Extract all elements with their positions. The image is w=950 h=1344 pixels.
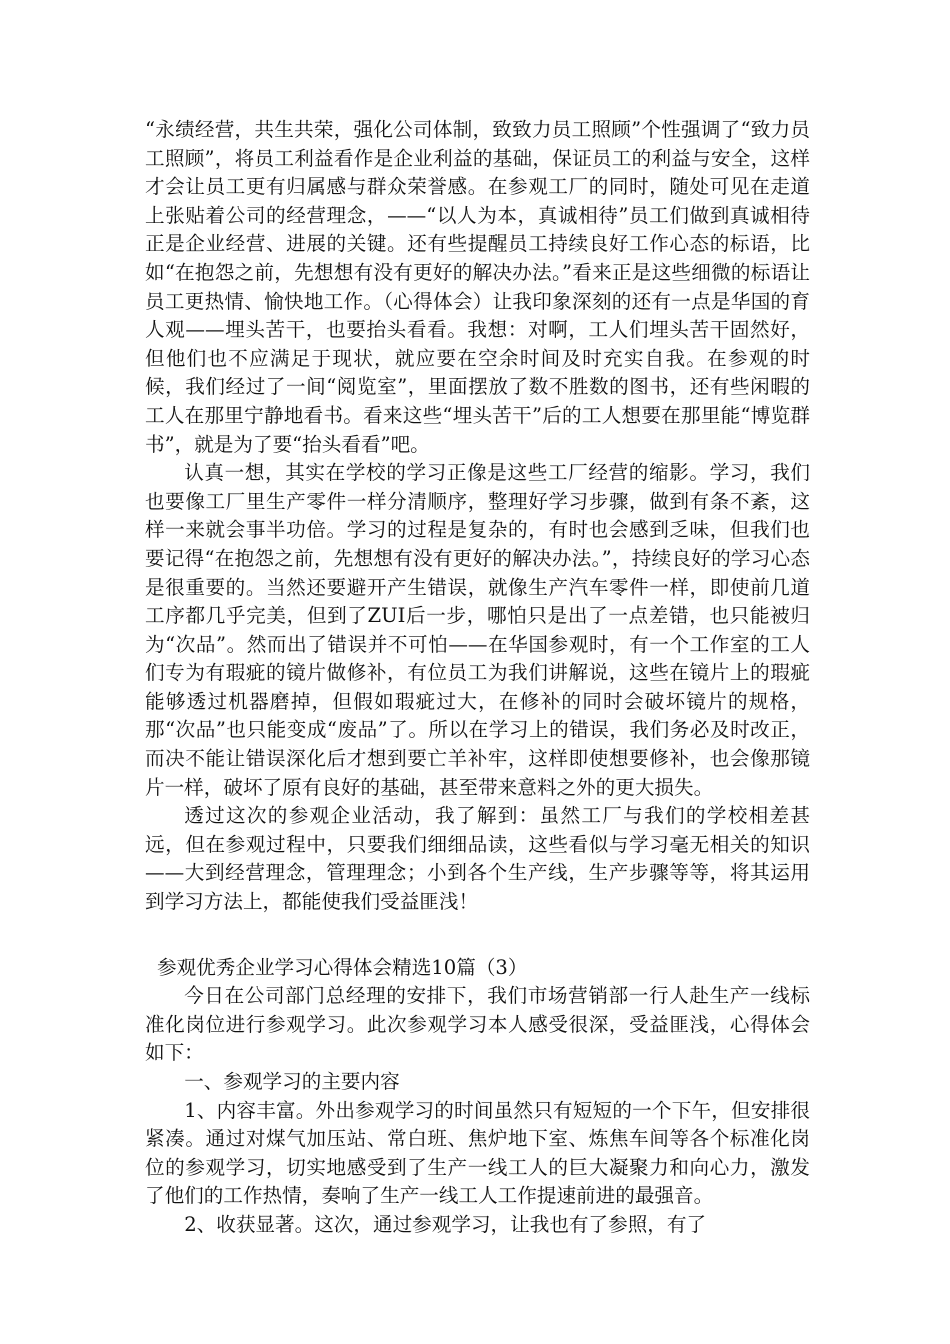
paragraph-1: “永绩经营，共生共荣，强化公司体制，致致力员工照顾”个性强调了“致力员工照顾”，将员工利益看作是企业利益的基础，保证员工的利益与安全，这样才会让员工更有归属感与群众荣誉感。在参观工厂的同时，随处可见在走道上张贴着公司的经营理念，——“以人为本，真诚相待”员工们做到真诚相待正是企业经营、进展的关键。还有些提醒员工持续良好工作心态的标语，比如“在抱怨之前，先想想有没有更好的解决办法。”看来正是这些细微的标语让员工更热情、愉快地工作。（心得体会）让我印象深刻的还有一点是华国的育人观——埋头苦干，也要抬头看看。我想：对啊，工人们埋头苦干固然好，但他们也不应满足于现状，就应要在空余时间及时充实自我。在参观的时候，我们经过了一间“阅览室”，里面摆放了数不胜数的图书，还有些闲暇的工人在那里宁静地看书。看来这些“埋头苦干”后的工人想要在那里能“博览群书”，就是为了要“抬头看看”吧。 bbox=[145, 118, 810, 456]
document-body bbox=[145, 116, 810, 1240]
paragraph-3: 透过这次的参观企业活动，我了解到：虽然工厂与我们的学校相差甚远，但在参观过程中，只要我们细细品读，这些看似与学习毫无相关的知识——大到经营理念，管理理念；小到各个生产线，生产步骤等等，将其运用到学习方法上，都能使我们受益匪浅！ bbox=[145, 804, 810, 914]
paragraph-2: 认真一想，其实在学校的学习正像是这些工厂经营的缩影。学习，我们也要像工厂里生产零件一样分清顺序，整理好学习步骤，做到有条不紊，这样一来就会事半功倍。学习的过程是复杂的，有时也会感到乏味，但我们也要记得“在抱怨之前，先想想有没有更好的解决办法。”，持续良好的学习心态是很重要的。当然还要避开产生错误，就像生产汽车零件一样，即使前几道工序都几乎完美，但到了ZUI后一步，哪怕只是出了一点差错，也只能被归为“次品”。然而出了错误并不可怕——在华国参观时，有一个工作室的工人们专为有瑕疵的镜片做修补，有位员工为我们讲解说，这些在镜片上的瑕疵能够透过机器磨掉，但假如瑕疵过大，在修补的同时会破坏镜片的规格，那“次品”也只能变成“废品”了。所以在学习上的错误，我们务必及时改正，而决不能让错误深化后才想到要亡羊补牢，这样即使想要修补，也会像那镜片一样，破坏了原有良好的基础，甚至带来意料之外的更大损失。 bbox=[145, 461, 810, 799]
paragraph-4: 今日在公司部门总经理的安排下，我们市场营销部一行人赴生产一线标准化岗位进行参观学习。此次参观学习本人感受很深，受益匪浅，心得体会如下： bbox=[145, 984, 810, 1065]
paragraph-6: 2、收获显著。这次，通过参观学习，让我也有了参照，有了 bbox=[184, 1212, 707, 1236]
paragraph-5: 1、内容丰富。外出参观学习的时间虽然只有短短的一个下午，但安排很紧凑。通过对煤气加压站、常白班、焦炉地下室、炼焦车间等各个标准化岗位的参观学习，切实地感受到了生产一线工人的巨大凝聚力和向心力，激发了他们的工作热情，奏响了生产一线工人工作提速前进的最强音。 bbox=[145, 1098, 810, 1208]
subheading-main-content: 一、参观学习的主要内容 bbox=[184, 1070, 400, 1093]
section-title: 参观优秀企业学习心得体会精选10篇（3） bbox=[157, 955, 528, 979]
